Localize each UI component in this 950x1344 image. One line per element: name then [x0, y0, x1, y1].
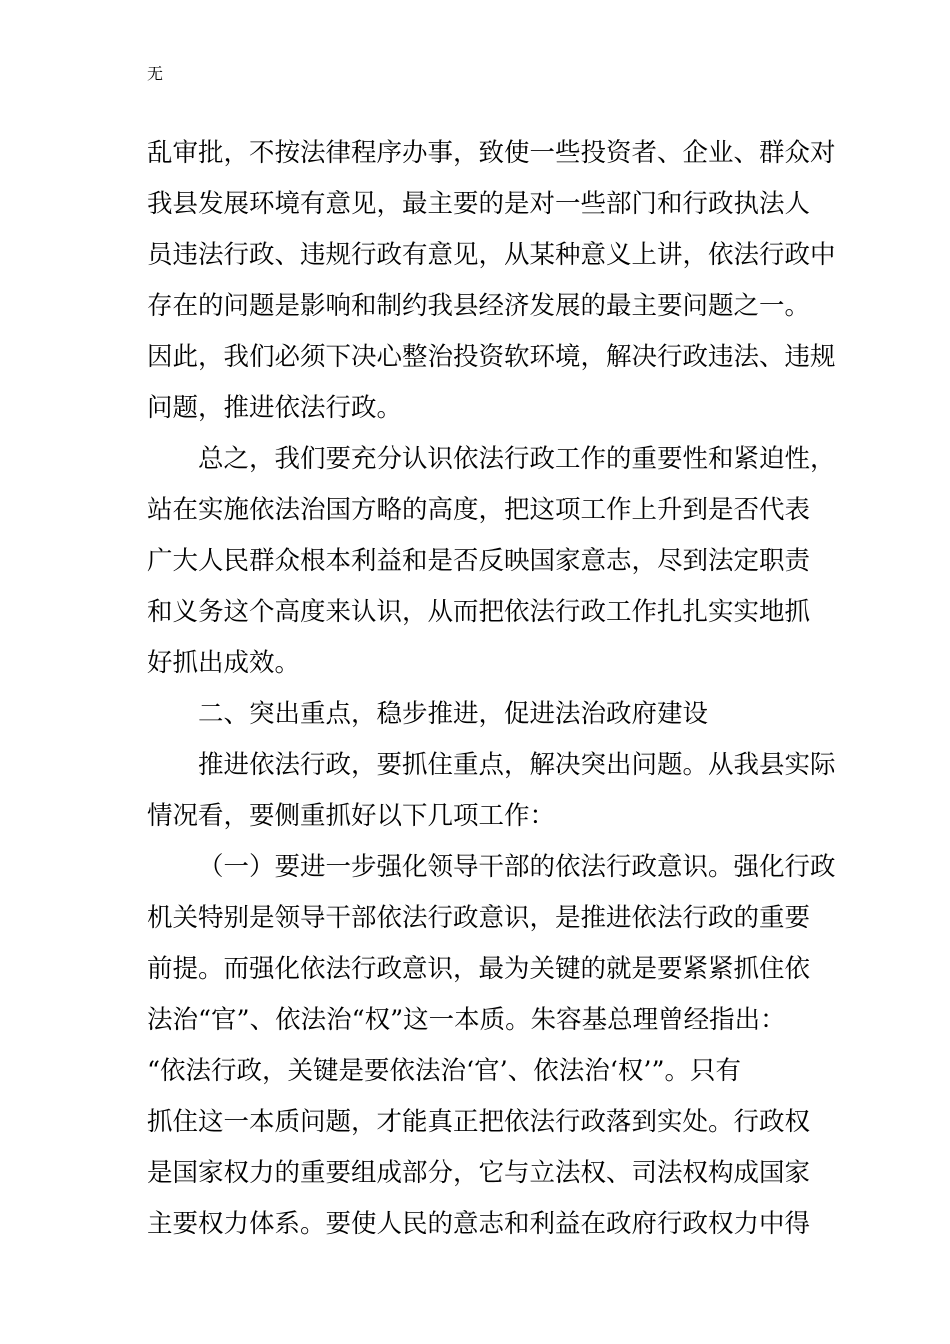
- text-line: 主要权力体系。要使人民的意志和利益在政府行政权力中得: [147, 1209, 811, 1239]
- document-body: [147, 128, 836, 1250]
- text-line: 好抓出成效。: [147, 648, 301, 678]
- text-line: 和义务这个高度来认识，从而把依法行政工作扎扎实实地抓: [147, 597, 811, 627]
- text-line: 前提。而强化依法行政意识，最为关键的就是要紧紧抓住依: [147, 954, 811, 984]
- text-line: 乱审批，不按法律程序办事，致使一些投资者、企业、群众对: [147, 138, 836, 168]
- text-line: 问题，推进依法行政。: [147, 393, 403, 423]
- paragraph-start-line: 推进依法行政，要抓住重点，解决突出问题。从我县实际: [198, 750, 836, 780]
- text-line: 情况看，要侧重抓好以下几项工作：: [147, 801, 556, 831]
- page-header: 无: [147, 64, 164, 83]
- paragraph-start-line: 总之，我们要充分认识依法行政工作的重要性和紧迫性，: [198, 444, 836, 474]
- paragraph-start-line: （一）要进一步强化领导干部的依法行政意识。强化行政: [198, 852, 836, 882]
- text-line: 抓住这一本质问题，才能真正把依法行政落到实处。行政权: [147, 1107, 811, 1137]
- text-line: 存在的问题是影响和制约我县经济发展的最主要问题之一。: [147, 291, 811, 321]
- section-heading: 二、突出重点，稳步推进，促进法治政府建设: [198, 699, 709, 729]
- text-line: 我县发展环境有意见，最主要的是对一些部门和行政执法人: [147, 189, 811, 219]
- text-line: 法治“官”、依法治“权”这一本质。朱容基总理曾经指出：: [147, 1005, 786, 1035]
- text-line: 员违法行政、违规行政有意见，从某种意义上讲，依法行政中: [147, 240, 836, 270]
- text-line: “依法行政，关键是要依法治‘官’、依法治‘权’”。只有: [147, 1056, 741, 1086]
- text-line: 是国家权力的重要组成部分，它与立法权、司法权构成国家: [147, 1158, 811, 1188]
- text-line: 机关特别是领导干部依法行政意识，是推进依法行政的重要: [147, 903, 811, 933]
- text-line: 因此，我们必须下决心整治投资软环境，解决行政违法、违规: [147, 342, 836, 372]
- text-line: 广大人民群众根本利益和是否反映国家意志，尽到法定职责: [147, 546, 811, 576]
- text-line: 站在实施依法治国方略的高度，把这项工作上升到是否代表: [147, 495, 811, 525]
